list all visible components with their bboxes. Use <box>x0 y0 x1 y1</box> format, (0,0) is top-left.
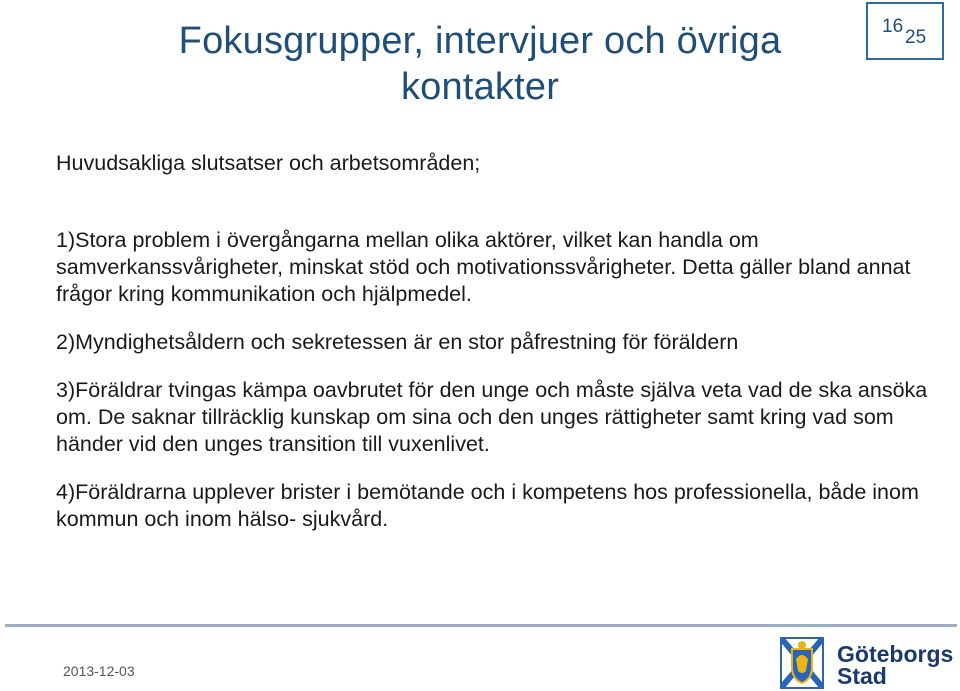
city-coat-of-arms-icon <box>780 637 824 689</box>
point-3: 3)Föräldrar tvingas kämpa oavbrutet för den unge och måste själva veta vad de ska ansöka om. De saknar tillräcklig kunskap om sina och den unges rättigheter samt kring vad som händer vid den unges transition till vuxenlivet. <box>56 378 928 456</box>
logo-line-1: Göteborgs <box>837 641 954 667</box>
logo-wordmark <box>837 643 953 687</box>
footer-date: 2013-12-03 <box>63 663 135 679</box>
footer-divider <box>5 624 957 627</box>
slide-title: Fokusgrupper, intervjuer och övriga kontakter <box>178 20 782 108</box>
content-heading: Huvudsakliga slutsatser och arbetsområden; <box>56 151 481 175</box>
page-number-box <box>866 2 944 60</box>
point-1: 1)Stora problem i övergångarna mellan olika aktörer, vilket kan handla om samverkanssvårigheter, minskat stöd och motivationssvårigheter. Detta gäller bland annat frågor kring kommunikation och hjälpmedel. <box>56 228 911 306</box>
point-2: 2)Myndighetsåldern och sekretessen är en stor påfrestning för föräldern <box>56 330 739 354</box>
goteborgs-stad-logo <box>780 637 954 689</box>
logo-line-2: Stad <box>837 663 887 689</box>
point-4: 4)Föräldrarna upplever brister i bemötande och i kompetens hos professionella, både inom kommun och inom hälso- sjukvård. <box>56 480 919 531</box>
slide-content <box>56 150 936 533</box>
total-page-number: 25 <box>905 27 927 48</box>
current-page-number: 16 <box>882 16 904 37</box>
